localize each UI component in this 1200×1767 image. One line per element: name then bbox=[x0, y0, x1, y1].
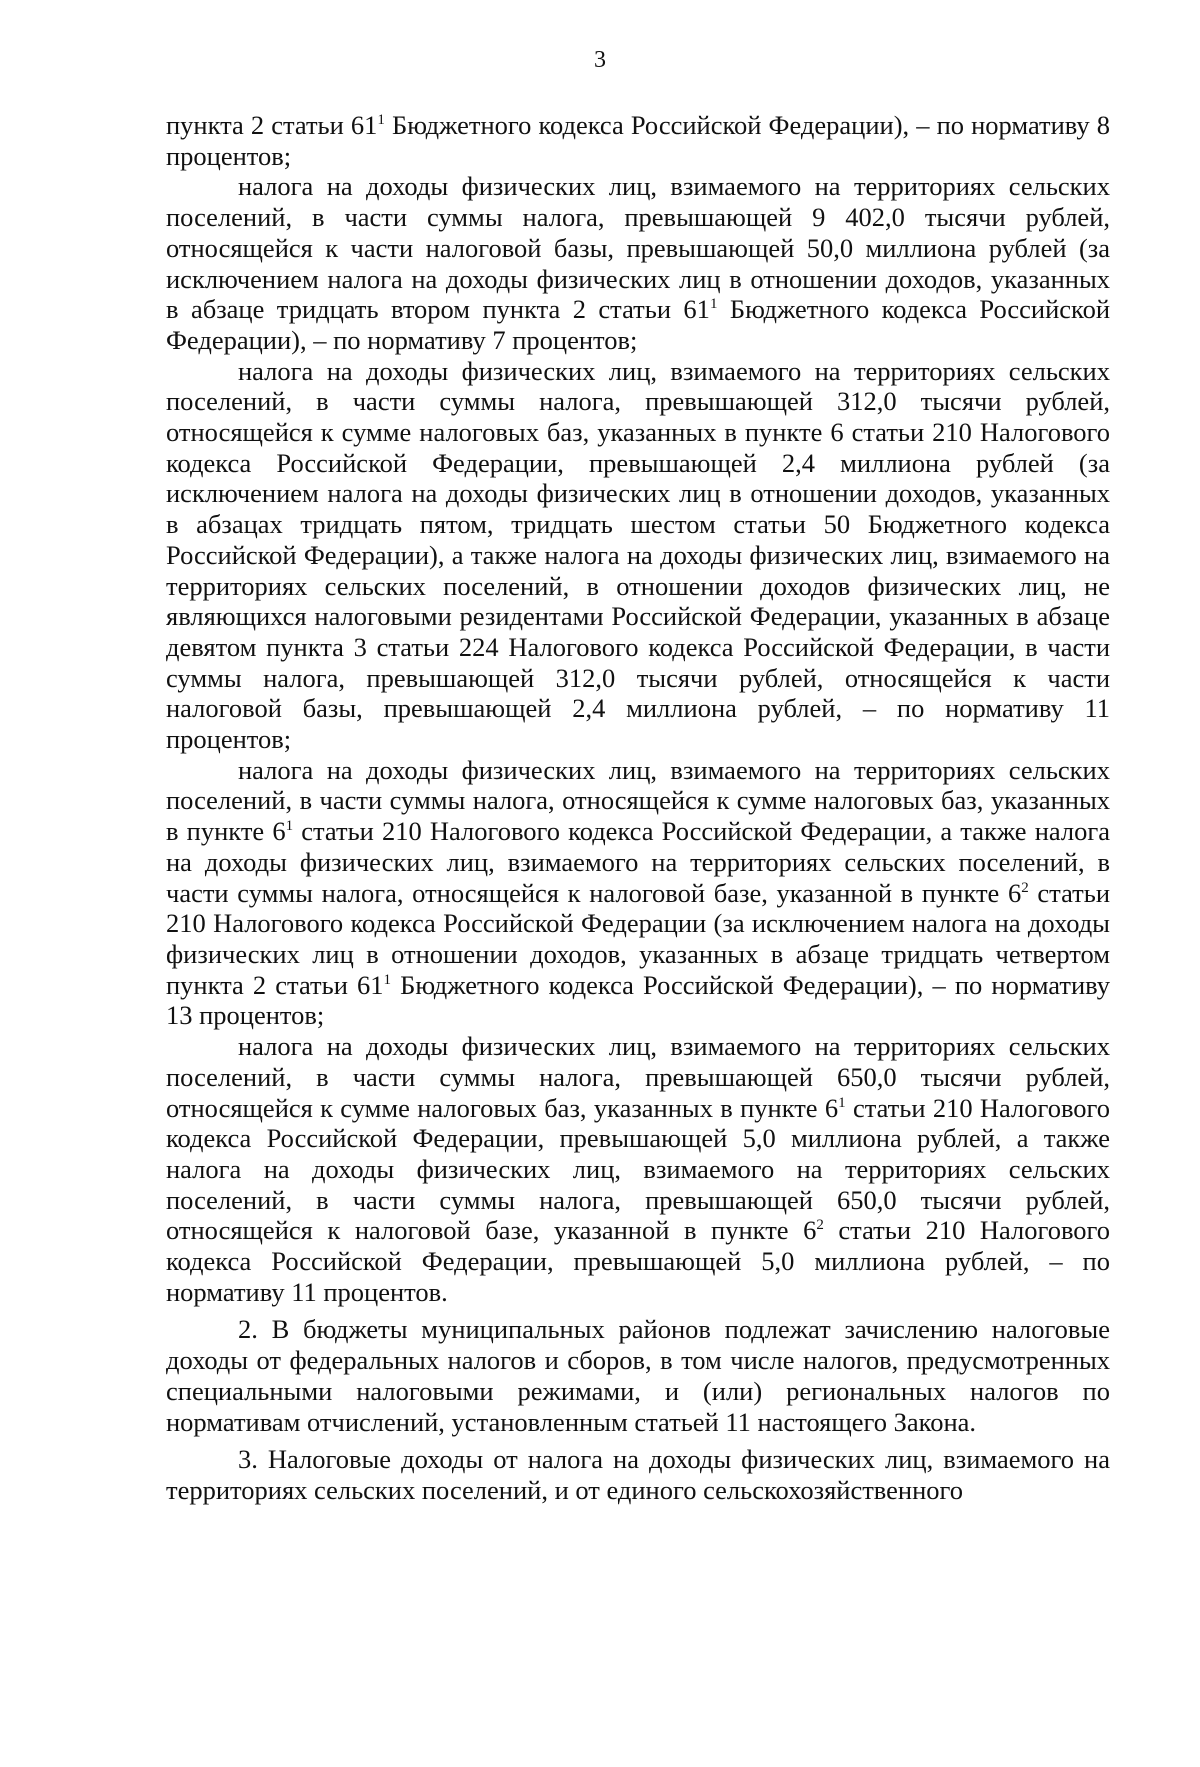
text-segment: статьи 210 Налогового кодекса Российской Федерации, превышающей 5,0 миллиона рублей, а также налога на доходы физических лиц, взимаемого на территориях сельских поселений, в части суммы налога, превышающей 650,0 тысячи рублей, относящейся к налоговой базе, указанной в пункте 6 bbox=[166, 1092, 1110, 1246]
superscript: 2 bbox=[1021, 879, 1029, 896]
paragraph-item-3 bbox=[166, 1444, 1110, 1505]
text-segment: налога на доходы физических лиц, взимаемого на территориях сельских поселений, в части суммы налога, превышающей 312,0 тысячи рублей, относящейся к сумме налоговых баз, указанных в пункте 6 статьи 210 Налогового кодекса Российской Федерации, превышающей 2,4 миллиона рублей (за исключением налога на доходы физических лиц в отношении доходов, указанных в абзацах тридцать пятом, тридцать шестом статьи 50 Бюджетного кодекса Российской Федерации), а также налога на доходы физических лиц, взимаемого на территориях сельских поселений, в отношении доходов физических лиц, не являющихся налоговыми резидентами Российской Федерации, указанных в абзаце девятом пункта 3 статьи 224 Налогового кодекса Российской Федерации, в части суммы налога, превышающей 312,0 тысячи рублей, относящейся к части налоговой базы, превышающей 2,4 миллиона рублей, – по нормативу 11 процентов; bbox=[166, 355, 1110, 755]
superscript: 1 bbox=[285, 818, 294, 835]
superscript: 1 bbox=[377, 112, 385, 128]
paragraph-normative-7 bbox=[166, 171, 1110, 355]
text-segment: пункта 2 статьи 61 bbox=[166, 110, 378, 140]
paragraph-normative-13 bbox=[166, 755, 1110, 1031]
text-segment: Бюджетного кодекса Российской Федерации), – по нормативу 13 процентов; bbox=[166, 969, 1110, 1031]
text-segment: налога на доходы физических лиц, взимаемого на территориях сельских поселений, в части суммы налога, относящейся к сумме налоговых баз, указанных в пункте 6 bbox=[166, 754, 1110, 847]
paragraph-item-2 bbox=[166, 1314, 1110, 1437]
text-segment: налога на доходы физических лиц, взимаемого на территориях сельских поселений, в части суммы налога, превышающей 650,0 тысячи рублей, относящейся к сумме налоговых баз, указанных в пункте 6 bbox=[166, 1031, 1110, 1123]
text-segment: Бюджетного кодекса Российской Федерации), – по нормативу 7 процентов; bbox=[166, 294, 1110, 355]
superscript: 1 bbox=[709, 296, 718, 313]
superscript: 2 bbox=[816, 1217, 824, 1234]
superscript: 1 bbox=[838, 1094, 846, 1111]
document-body bbox=[166, 110, 1110, 1506]
superscript: 1 bbox=[383, 971, 392, 988]
text-segment: налога на доходы физических лиц, взимаемого на территориях сельских поселений, в части суммы налога, превышающей 9 402,0 тысячи рублей, относящейся к части налоговой базы, превышающей 50,0 миллиона рублей (за исключением налога на доходы физических лиц в отношении доходов, указанных в абзаце тридцать втором пункта 2 статьи 61 bbox=[166, 171, 1110, 325]
paragraph-continuation-normative-8 bbox=[166, 110, 1110, 171]
text-segment: Бюджетного кодекса Российской Федерации), – по нормативу 8 процентов; bbox=[166, 110, 1110, 171]
text-segment: статьи 210 Налогового кодекса Российской Федерации, а также налога на доходы физических лиц, взимаемого на территориях сельских поселений, в части суммы налога, относящейся к налоговой базе, указанной в пункте 6 bbox=[166, 816, 1110, 908]
text-segment: статьи 210 Налогового кодекса Российской Федерации (за исключением налога на доходы физических лиц в отношении доходов, указанных в абзаце тридцать четвертом пункта 2 статьи 61 bbox=[166, 877, 1111, 1000]
page-number: 3 bbox=[594, 47, 606, 73]
paragraph-normative-11-a bbox=[166, 356, 1110, 755]
paragraph-normative-11-b bbox=[166, 1031, 1110, 1307]
text-segment: статьи 210 Налогового кодекса Российской Федерации, превышающей 5,0 миллиона рублей, – по нормативу 11 процентов. bbox=[166, 1215, 1110, 1307]
text-segment: 3. Налоговые доходы от налога на доходы физических лиц, взимаемого на территориях сельских поселений, и от единого сельскохозяйственного bbox=[166, 1444, 1110, 1505]
text-segment: 2. В бюджеты муниципальных районов подлежат зачислению налоговые доходы от федеральных налогов и сборов, в том числе налогов, предусмотренных специальными налоговыми режимами, и (или) региональных налогов по нормативам отчислений, установленным статьей 11 настоящего Закона. bbox=[166, 1314, 1110, 1437]
